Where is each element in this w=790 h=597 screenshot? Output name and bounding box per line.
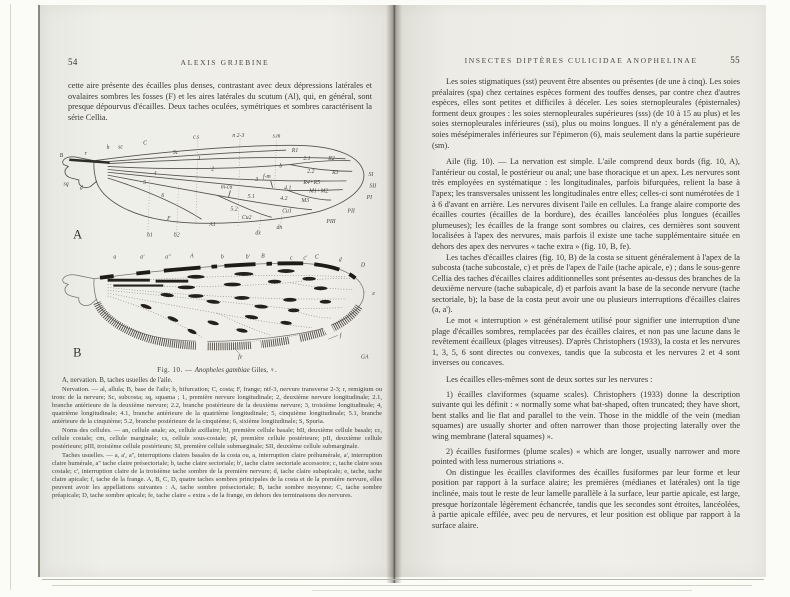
figure-panel-letter: B — [73, 344, 82, 359]
vein-label: 4.2 — [280, 196, 288, 203]
species-name: Anopheles gambiae — [194, 365, 250, 374]
vein-label: R3 — [332, 170, 339, 177]
vein-label: r — [84, 151, 87, 158]
right-page — [394, 5, 766, 577]
vein-label: c.s — [193, 135, 200, 142]
vein-label: dn — [276, 225, 283, 232]
figure-panel-letter: A — [73, 227, 83, 242]
figure-legend — [52, 386, 382, 500]
open-book — [12, 5, 768, 585]
vein-label: M3 — [301, 198, 310, 205]
crossvein-fm — [271, 181, 273, 188]
vein-scale-spots — [108, 269, 331, 335]
vein-4 — [108, 173, 288, 191]
vein-label: b — [220, 254, 224, 261]
vein-2-1 — [290, 161, 350, 165]
figure-caption — [52, 366, 382, 374]
vein-label: PI — [366, 195, 373, 202]
vein-label: A1 — [209, 222, 216, 229]
vein-label: 5 — [143, 180, 147, 187]
vein-label: Cu1 — [282, 208, 292, 215]
vein-label: 1 — [197, 156, 201, 163]
vein-label: 2.1 — [303, 156, 311, 163]
page-stack-edge — [312, 590, 692, 591]
vein-label: h — [106, 145, 110, 152]
wing-nervation-diagram — [52, 131, 382, 244]
remigium-bar — [69, 160, 109, 163]
figure-10 — [52, 131, 382, 499]
vein-2-2 — [290, 165, 352, 172]
vein-5-2 — [217, 196, 272, 218]
vein-label: d — [79, 185, 83, 192]
vein-label: e — [372, 290, 375, 297]
caption-rest: Giles, ♀. — [249, 365, 277, 374]
vein-label: f-m — [263, 174, 271, 181]
vein-label: 4 — [153, 171, 157, 178]
left-page-number: 54 — [68, 57, 78, 67]
vein-label: R1 — [291, 148, 299, 155]
figure-caption-sub: A, nervation. B, taches usuelles de l'aile. — [62, 376, 173, 384]
page-stack-edge — [42, 579, 764, 580]
paragraph: Aile (fig. 10). — La nervation est simple. L'aile comprend deux bords (fig. 10, A), l'antérieur ou costal, le postérieur ou anal; une base thoracique et un apex. Les nervures sont très employées en systématique : les longitudinales, parfois bifurquées, relient la base à l'apex; les transversales unissent les longitudinales entre elles; celles-ci sont numérotées de 1 à 6 d'avant en arrière. Les nervures divisent l'aile en cellules. La frange alaire comporte des écailles courtes (écailles de la bordure), des écailles lancéolées plus longues (écailles plumeuses); les écailles de la frange sont sombres ou claires, ces dernières sont souvent localisées à l'apex des nervures, mais parfois il existe une tache supplémentaire située en dehors des apex des nervures « tache extra » (fig. 10, B, fe). — [432, 157, 740, 251]
page-stack-edge — [52, 585, 752, 586]
vein-label: a'' — [165, 254, 171, 261]
right-running-head: INSECTES DIPTÈRES CULICIDAE ANOPHELINAE — [464, 56, 698, 65]
vein-label: SII — [369, 183, 377, 190]
vein-label: F — [167, 216, 171, 223]
vein-label: sc — [118, 144, 123, 151]
vein-label: Sc — [172, 150, 179, 157]
vein-label: C — [143, 140, 147, 147]
paragraph: Les soies stigmatiques (sst) peuvent être absentes ou présentes (de une à cinq). Les soies préalaires (spa) chez certaines espèces forment des touffes denses, par contre chez d'autres espèces, elles sont petites et difficiles à déceler. Les soies sternopleurales (épisternales) forment deux groupes : les soies sternopleurales supérieures (sss) (de 10 à 15 au plus) et les soies sternopleurales inférieures (ssi), plus ou moins longues. Il n'y a généralement pas de soies mésépimerales inférieures sur l'épimeron (6), mais seulement dans la partie supérieure (sm). — [432, 77, 740, 150]
vein-label: PII — [347, 208, 355, 215]
paragraph: Le mot « interruption » est généralement utilisé pour signifier une interruption d'une plage d'écailles sombres, remplacées par des écailles claires, et non pas une lacune dans le revêtement écailleux (plages vitreuses). D'après Christophers (1933), la costa et les nervures 1, 3, 5, 6 sont directes ou convexes, tandis que la subcosta et les nervures 2 et 4 sont inverses ou concaves. — [432, 316, 740, 368]
crossvein-mcu — [229, 191, 231, 198]
book-spine-shadow — [386, 5, 402, 583]
vein-2 — [108, 165, 290, 169]
left-header — [68, 57, 372, 67]
left-body-text — [68, 81, 372, 123]
vein-label: fe — [238, 353, 243, 360]
vein-label: dx — [255, 230, 261, 237]
vein-label: 5.2 — [230, 206, 238, 213]
paragraph: Les taches d'écailles claires (fig. 10, B) de la costa se situent généralement à l'apex de la subcosta (tache subcostale, c) et près de l'apex de l'aile (tache apicale, e) ; dans le sous-genre Cellia des taches d'écailles claires additionnelles sont présentes au-dessus des branches de la deuxième nervure (tache subapicale, d) et parfois avant la base de la seconde nervure (tache sectoriale, b); la base de la costa peut avoir une ou plusieurs interruptions d'écailles claires (a, a'). — [432, 252, 740, 315]
vein-label: c' — [303, 255, 308, 262]
wing-base — [63, 274, 97, 305]
right-body-text — [432, 77, 740, 531]
paragraph: Les écailles elles-mêmes sont de deux sortes sur les nervures : — [446, 375, 653, 385]
page-edge-line — [10, 4, 11, 590]
vein-label: 2 — [211, 166, 215, 173]
vein-label: m-cu — [220, 184, 233, 191]
fringe-pale-gap — [290, 340, 300, 342]
vein-label: 2.2 — [307, 169, 315, 176]
vein-dotted — [108, 287, 347, 299]
guide-b2 — [177, 184, 179, 233]
vein-label: GA — [360, 353, 369, 360]
vein-label: 3 — [255, 177, 259, 184]
vein-dotted — [108, 296, 202, 337]
vein-label: a — [113, 254, 117, 261]
legend-taches: Taches usuelles. — a, a', a'', interruptions claires basales de la costa ou, a, interruption claire préhumérale, a', interruption claire humérale, a'' tache claire présectoriale; b, tache claire sectoriale; b', tache claire sectoriale accessoire; c, tache claire sous costale; c', interruption claire de la troisième tache sombre de la première nervure; d, tache claire subapicale; e, tache, tache claire apicale; f, tache de la frange. A, B, C, D, quatre taches sombres principales de la costa et de la première nervure, elles peuvent avoir les appellations suivantes : A, tache sombre présectoriale; B, tache sombre moyenne; C, tache sombre préapicale; D, tache sombre apicale; fe, tache claire « extra » de la frange, en dehors des terminaisons des nervures. — [52, 451, 382, 499]
vein-label: f — [339, 332, 342, 339]
vein-label: a' — [140, 254, 145, 261]
vein-label: 4.1 — [284, 185, 292, 192]
label-leader-f — [328, 335, 338, 339]
vein-label: B — [59, 153, 64, 160]
vein-label: SI — [368, 172, 374, 179]
vein-label: B — [261, 253, 265, 260]
fringe-pale-gap — [252, 345, 262, 346]
vein-label: b1 — [146, 232, 153, 239]
guide-sm — [275, 141, 277, 189]
vein-label: n 2-3 — [232, 133, 245, 140]
left-running-head: ALEXIS GRJEBINE — [180, 58, 270, 67]
guide-dx — [259, 216, 261, 231]
vein-label: PIII — [326, 219, 336, 226]
fringe-pale-gap — [324, 326, 332, 330]
paragraph: 1) écailles claviformes (squame scales). Christophers (1933) donne la description suivante qui les définit : « normally some what bat-shaped, often truncated; they have short, bent stalks and lie flat and parallel to the vein. Those in the middle of the vein (median squames) are usually shorter and often narrower than those projecting laterally over the wing membrane (lateral squames) ». — [432, 389, 740, 441]
vein-label: s.m — [272, 134, 281, 141]
vein-label: M1+M2 — [309, 188, 329, 195]
legend-cells: Noms des cellules. — an, cellule anale; ax, cellule axillaire; bI, première cellule basale; bII, deuxième cellule basale; cc, cellule costale; cm, cellule marginale; cs, cellule sous-costale; pI, première cellule postérieure; pII, deuxième cellule postérieure; pIII, troisième cellule postérieure; SI, première cellule submarginale; SII, deuxième cellule submarginale. — [52, 426, 382, 450]
vein-label: d — [338, 257, 342, 264]
guide-cs — [196, 141, 198, 223]
figure-number: Fig. 10. — — [157, 365, 195, 374]
vein-label: b' — [245, 254, 250, 261]
paragraph: cette aire présente des écailles plus denses, contrastant avec deux dépressions latérales et ovalaires sombres les fosses (F) et les aires latérales du scutum (Al), qui, en général, sont presque dépourvus d'écailles. Deux taches oculées, symétriques et sombres caractérisent la série Cellia. — [68, 81, 372, 122]
paragraph: 2) écailles fusiformes (plume scales) « which are longer, usually narrower and more pointed with less numerous striations ». — [432, 446, 740, 467]
vein-label: R2 — [328, 156, 335, 163]
guide-b1 — [148, 179, 150, 233]
vein-label: sq — [63, 182, 69, 189]
vein-label: Cu2 — [241, 215, 252, 222]
vein-label: R4+R5 — [303, 180, 320, 187]
left-page — [38, 5, 394, 577]
paragraph: On distingue les écailles claviformes des écailles fusiformes par leur forme et leur position par rapport à la surface alaire; les premières (médianes et latérales) ont la tige inclinée, mais tout le reste de leur lamelle parallèle à la surface, leur partie apicale, est large, presque horizontale légèrement échancrée, tandis que les secondes sont étroites, lancéolées, à partie apicale effilée, avec peu de nervures, et leur position est oblique par rapport à la surface alaire. — [432, 467, 740, 530]
right-header — [432, 55, 740, 65]
vein-label: 6 — [161, 193, 165, 200]
vein-label: A — [190, 253, 194, 260]
guide-n23 — [238, 139, 240, 227]
right-page-number: 55 — [730, 55, 740, 65]
fringe-hatching — [97, 302, 359, 346]
vein-label: c — [289, 255, 293, 262]
vein-label: C — [314, 254, 319, 261]
vein-label: b2 — [173, 232, 180, 239]
legend-nervation: Nervation. — al, allula; B, base de l'aile; b, bifurcation; C, costa; F, frange; ntf-3, nervure transverse 2-3; r, remigium ou tronc de la nervure; Sc, subcosta; sq, squama ; 1, première nervure longitudinale; 2, deuxième nervure longitudinale; 2.1, branche antérieure de la deuxième nervure; 2.2, branche postérieure de la deuxième nervure; 3, troisième longitudinale; 4, quatrième longitudinale; 4.1, branche antérieure de la quatrième longitudinale; 5, cinquième longitudinale; 5.1, branche antérieure de la cinquième; 5.2, branche postérieure de la cinquième; 6, sixième longitudinale; S, Spuria. — [52, 385, 382, 425]
wing-spots-diagram — [52, 249, 382, 362]
vein-label: D — [360, 261, 366, 268]
vein-label: b — [279, 163, 283, 170]
vein-label: 5.1 — [247, 194, 255, 201]
